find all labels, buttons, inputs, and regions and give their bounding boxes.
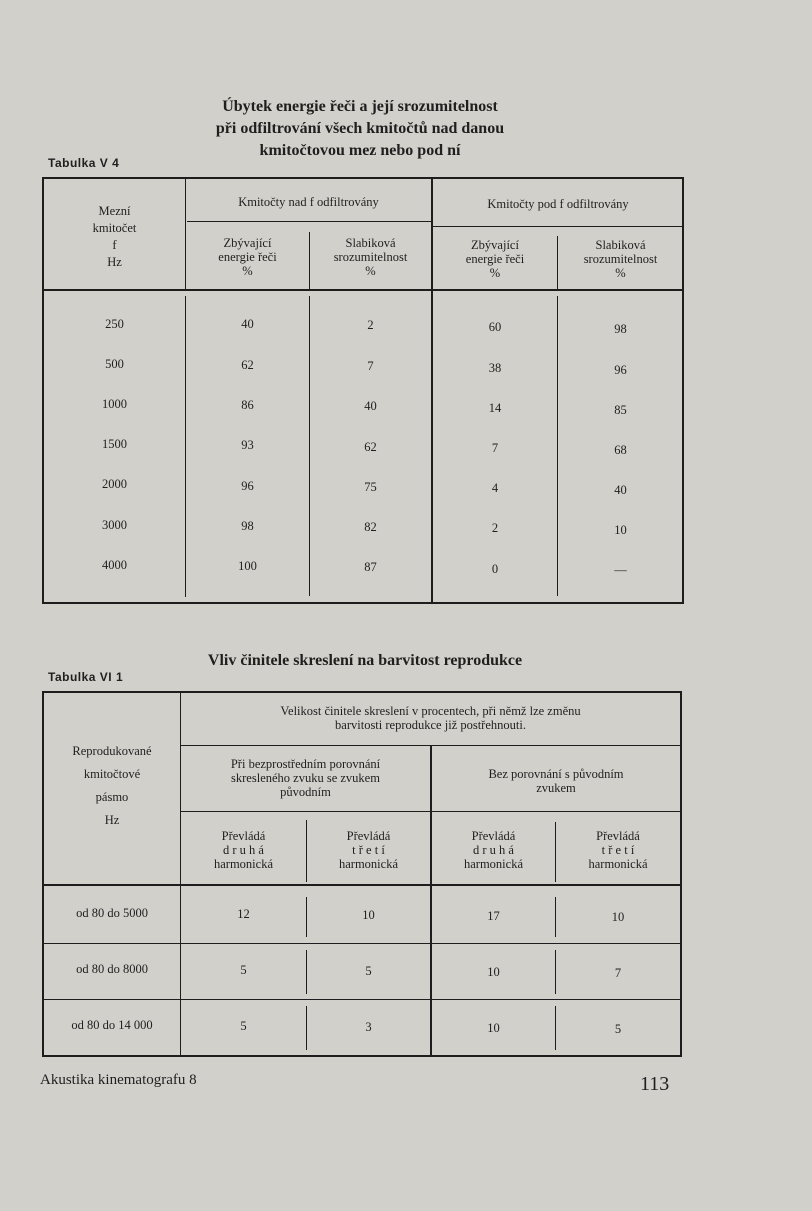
table1-sub-energy-above: Zbývající energie řeči % [218,236,277,278]
table2-title: Vliv činitele skreslení na barvitost reprodukce [207,652,523,669]
table2-header-band: Reprodukované kmitočtové pásmo Hz [72,744,152,827]
table1-label: Tabulka V 4 [48,156,120,170]
table1-header-above: Kmitočty nad f odfiltrovány [238,195,379,209]
table2-header-top: Velikost činitele skreslení v procentech, při němž lze změnu barvitosti reprodukce již postřehnouti. [280,704,581,732]
table2-sub-second-nodirect: Převládá d r u h á harmonická [463,829,523,871]
table2-sub-third-nodirect: Převládá t ř e t í harmonická [588,829,648,871]
table1-title: Úbytek energie řeči a její srozumitelnost při odfiltrování všech kmitočtů nad danou kmitočtovou mez nebo pod ní [215,98,505,159]
table1-sub-intel-above: Slabiková srozumitelnost % [333,236,408,278]
table1-header-freq: Mezní kmitočet f Hz [92,204,137,269]
table2-header-direct: Při bezprostředním porovnání skresleného zvuku se zvukem původním [230,757,381,799]
page-number: 113 [640,1073,670,1095]
table2-label: Tabulka VI 1 [48,670,124,684]
table2-header-nodirect: Bez porovnání s původním zvukem [488,767,624,795]
table2-sub-third-direct: Převládá t ř e t í harmonická [338,829,398,871]
table1-sub-energy-below: Zbývající energie řeči % [465,238,525,280]
book-title-footer: Akustika kinematografu 8 [40,1072,197,1088]
table2-sub-second-direct: Převládá d r u h á harmonická [213,829,273,871]
table1-sub-intel-below: Slabiková srozumitelnost % [583,238,658,280]
table1-header-below: Kmitočty pod f odfiltrovány [487,197,629,211]
